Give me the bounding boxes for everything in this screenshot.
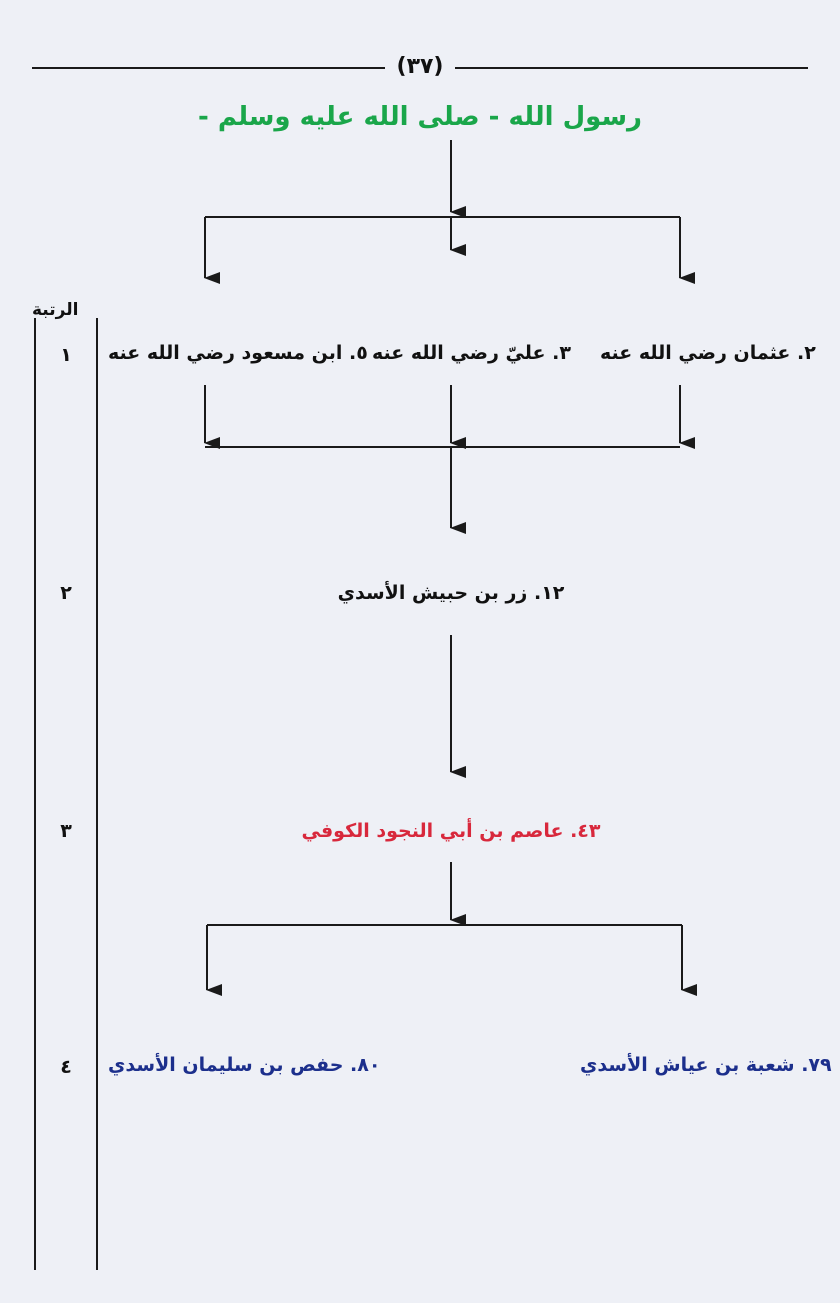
node-zirr: ١٢. زر بن حبيش الأسدي — [337, 582, 565, 604]
node-ali: ٣. عليّ رضي الله عنه — [372, 342, 571, 364]
node-prophet: رسول الله - صلى الله عليه وسلم - — [198, 102, 642, 132]
rank-1: ١ — [60, 344, 72, 366]
rank-column-header: الرتبة — [32, 300, 79, 320]
rank-4: ٤ — [60, 1056, 72, 1078]
node-shuba: ٧٩. شعبة بن عياش الأسدي — [580, 1054, 832, 1076]
node-asim: ٤٣. عاصم بن أبي النجود الكوفي — [301, 820, 601, 842]
page-number: (٣٧) — [396, 54, 444, 79]
node-ibn-masud: ٥. ابن مسعود رضي الله عنه — [108, 342, 368, 364]
node-uthman: ٢. عثمان رضي الله عنه — [600, 342, 816, 364]
rank-3: ٣ — [60, 820, 72, 842]
node-hafs: ٨٠. حفص بن سليمان الأسدي — [108, 1054, 381, 1076]
rank-2: ٢ — [60, 582, 72, 604]
